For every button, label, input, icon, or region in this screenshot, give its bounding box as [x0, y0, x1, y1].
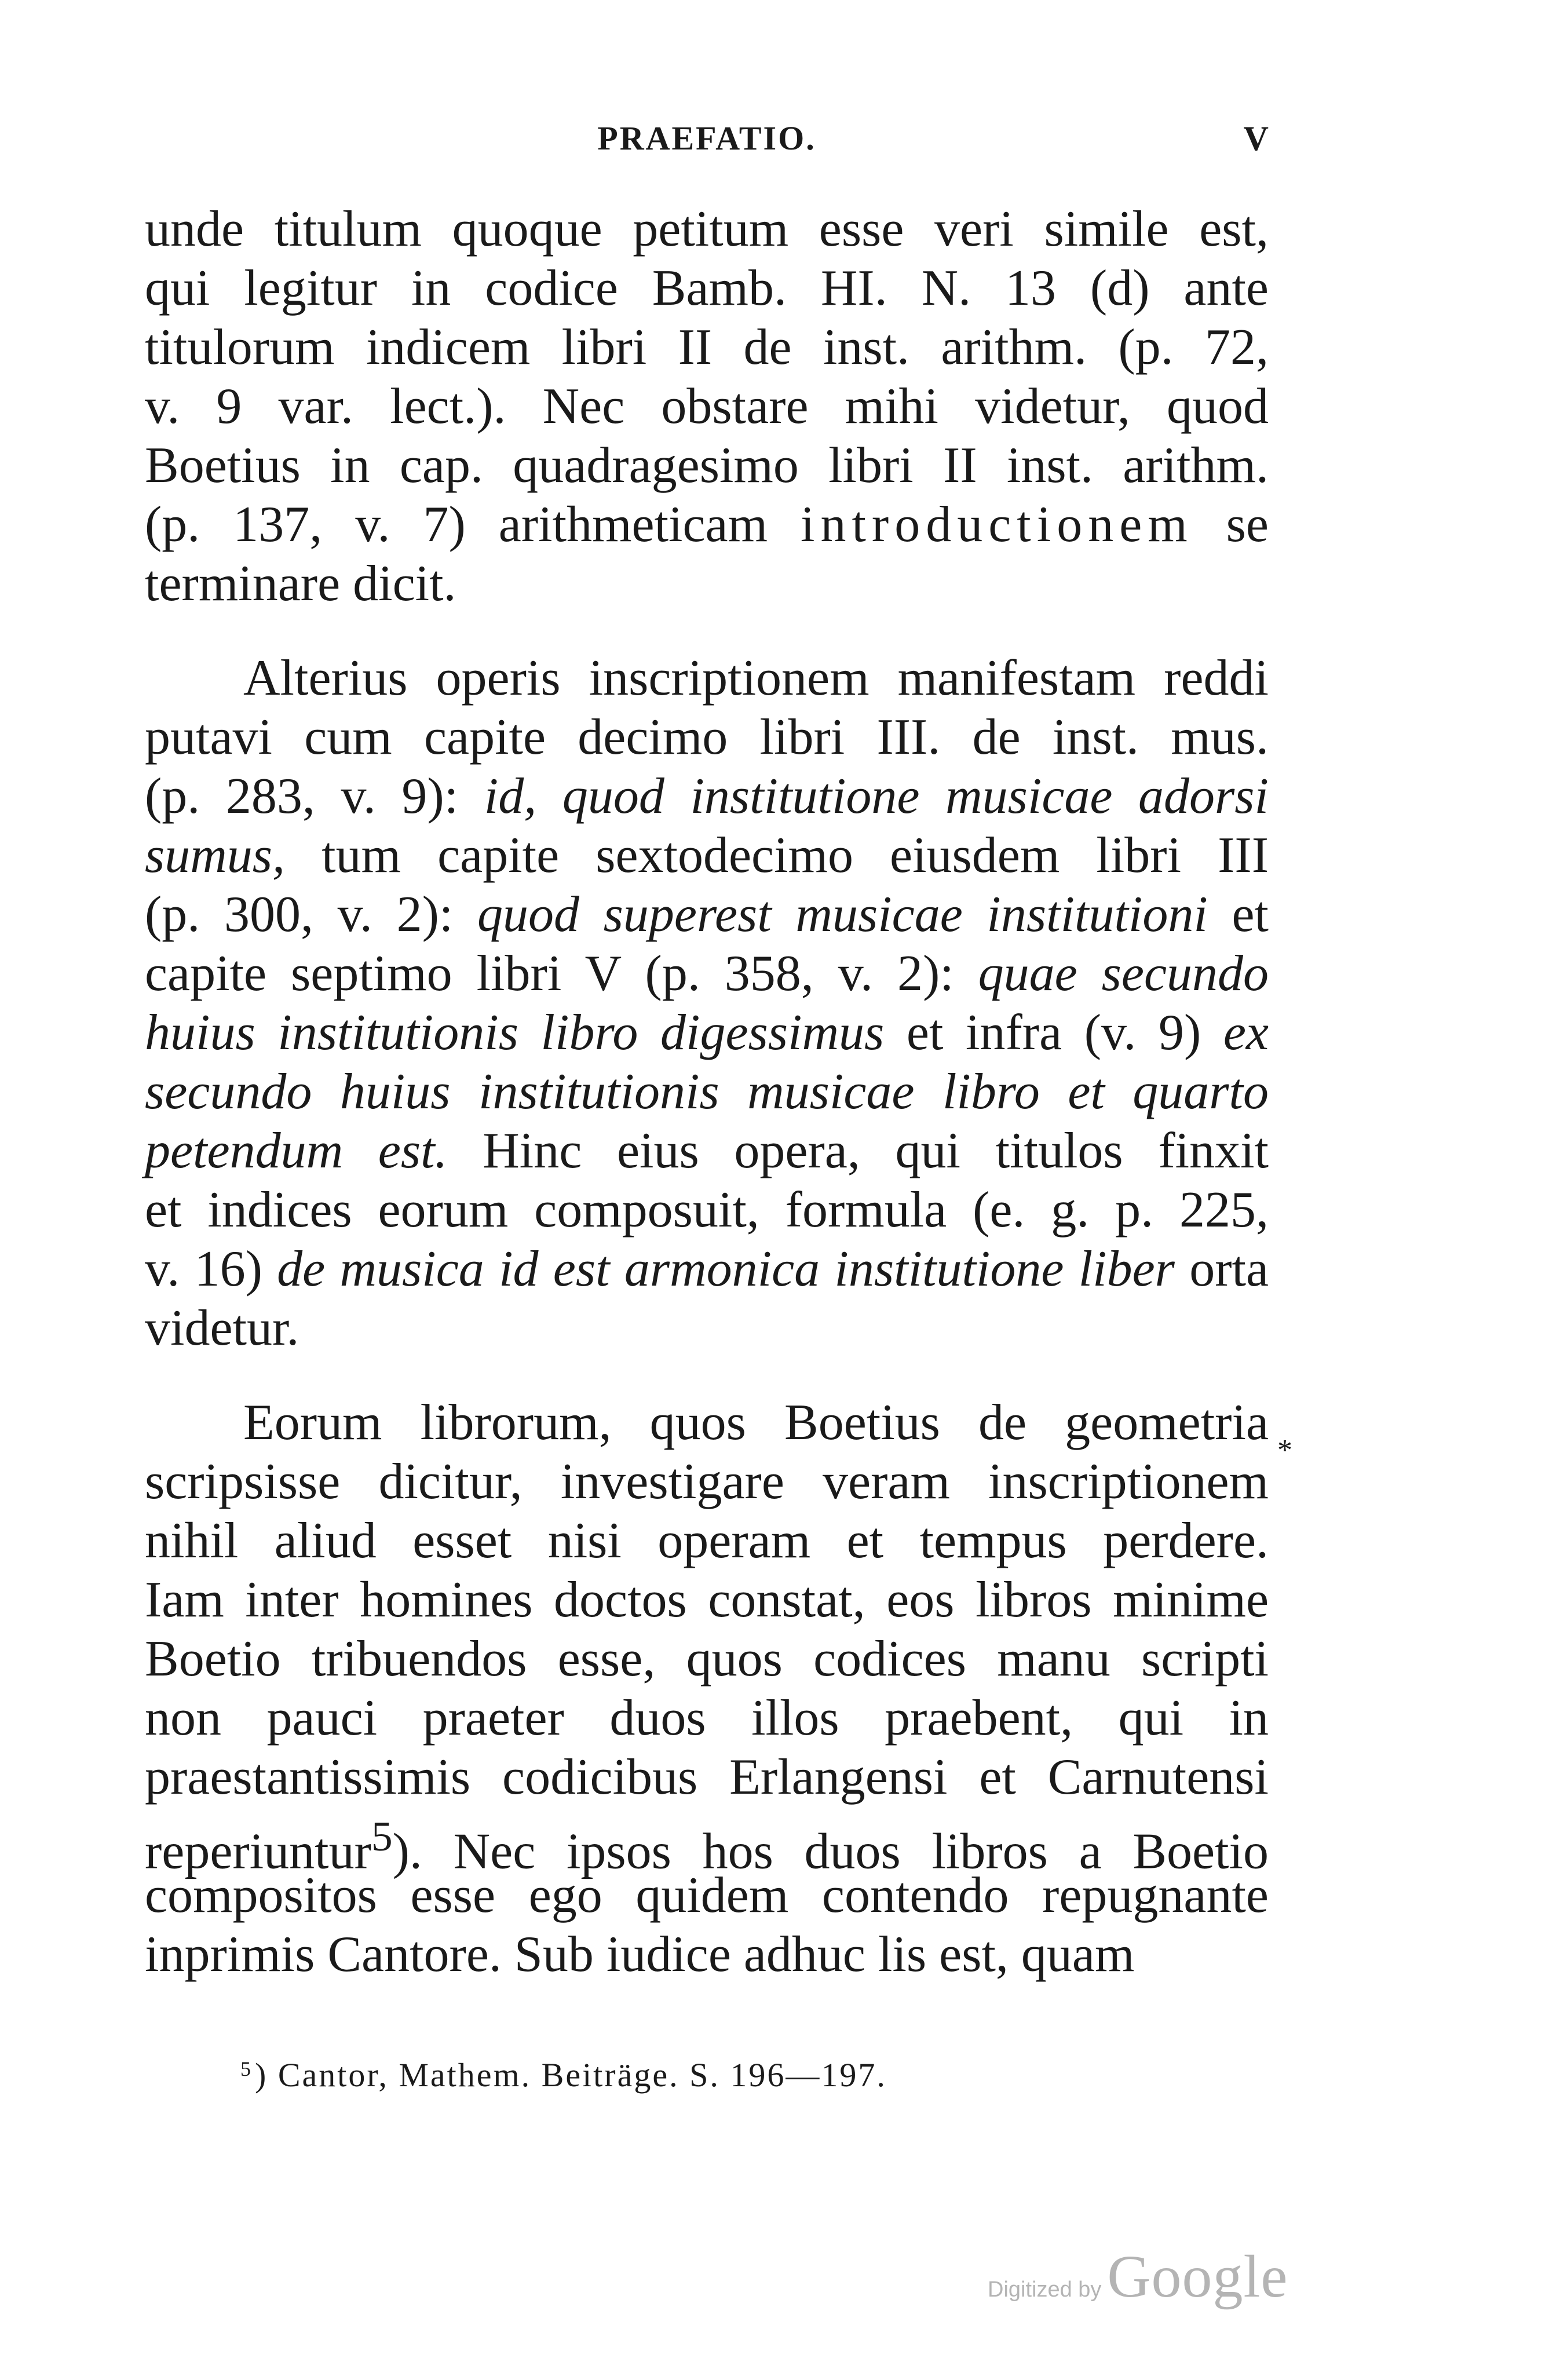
text-line [145, 1512, 1269, 1571]
text-span: non pauci praeter duos illos praebent, qui in [145, 1690, 1269, 1746]
text-span: compositos esse ego quidem contendo repugnante [145, 1867, 1269, 1923]
paragraph-gap [145, 614, 1269, 649]
text-line [145, 495, 1269, 554]
text-line [145, 1299, 1269, 1358]
text-line [145, 1571, 1269, 1630]
text-line [145, 1807, 1269, 1880]
text-line [145, 1181, 1269, 1240]
text-line [145, 826, 1269, 885]
text-span: putavi cum capite decimo libri III. de inst. mus. [145, 709, 1269, 765]
text-span: Hinc eius opera, qui titulos finxit [447, 1123, 1269, 1179]
text-span: orta [1174, 1241, 1269, 1297]
text-line [145, 649, 1269, 708]
running-title: PRAEFATIO. [597, 119, 816, 157]
italic-span: sumus, [145, 827, 286, 884]
text-span: (p. 283, v. 9): [145, 768, 484, 824]
text-span: et [1207, 886, 1269, 943]
paragraph-gap [145, 1358, 1269, 1393]
text-span: Eorum librorum, quos Boetius de geometria [243, 1395, 1269, 1451]
italic-span: huius institutionis libro digessimus [145, 1005, 885, 1061]
text-line [145, 1630, 1269, 1689]
running-head [145, 119, 1269, 159]
text-span: capite septimo libri V (p. 358, v. 2): [145, 946, 978, 1002]
text-line [145, 436, 1269, 495]
text-span: terminare dicit. [145, 556, 456, 612]
text-span: videtur. [145, 1300, 299, 1356]
text-line [145, 1393, 1269, 1452]
text-line [145, 554, 1269, 614]
text-line [145, 259, 1269, 318]
text-line [145, 1122, 1269, 1181]
text-span: (p. 300, v. 2): [145, 886, 478, 943]
page-number: V [1243, 119, 1269, 158]
text-span: Boetio tribuendos esse, quos codices manu scripti [145, 1631, 1269, 1687]
italic-span: de musica id est armonica institutione liber [277, 1241, 1175, 1297]
text-line [145, 377, 1269, 436]
text-span: v. 16) [145, 1241, 277, 1297]
italic-span: quod superest musicae institutioni [477, 886, 1208, 943]
text-line [145, 1003, 1269, 1063]
text-span: nihil aliud esset nisi operam et tempus perdere. [145, 1513, 1269, 1569]
spaced-span: introductionem [801, 497, 1193, 553]
text-line [145, 885, 1269, 944]
footnote [240, 2056, 887, 2094]
text-span: Iam inter homines doctos constat, eos libros minime [145, 1572, 1269, 1628]
footnote-reference: 5 [371, 1813, 393, 1860]
text-line [145, 200, 1269, 259]
text-line [145, 1452, 1269, 1512]
text-line [145, 767, 1269, 826]
text-line [145, 1689, 1269, 1748]
paragraph [145, 649, 1269, 1358]
text-line [145, 1866, 1269, 1925]
footnote-text: ) Cantor, Mathem. Beiträge. S. 196—197. [255, 2056, 887, 2094]
paragraph [145, 1393, 1269, 1984]
text-line [145, 708, 1269, 767]
watermark-logo: Google [1107, 2243, 1288, 2310]
text-span: inprimis Cantore. Sub iudice adhuc lis est, quam [145, 1926, 1135, 1983]
text-span: tum capite sextodecimo eiusdem libri III [285, 827, 1269, 884]
italic-span: petendum est. [145, 1123, 448, 1179]
text-line [145, 944, 1269, 1003]
text-span: scripsisse dicitur, investigare veram inscriptionem [145, 1454, 1269, 1510]
text-line [145, 1748, 1269, 1807]
text-span: titulorum indicem libri II de inst. arithm. (p. 72, [145, 319, 1269, 375]
paragraph [145, 200, 1269, 614]
text-span: et infra (v. 9) [884, 1005, 1223, 1061]
text-span: (p. 137, v. 7) arithmeticam [145, 497, 801, 553]
text-span: reperiuntur [145, 1823, 371, 1880]
watermark-prefix: Digitized by [988, 2277, 1102, 2302]
text-span: unde titulum quoque petitum esse veri simile est, [145, 201, 1269, 257]
text-span: ). Nec ipsos hos duos libros a Boetio [392, 1823, 1269, 1880]
digitized-watermark [988, 2242, 1288, 2311]
text-span: Boetius in cap. quadragesimo libri II inst. arithm. [145, 437, 1269, 494]
text-line [145, 1240, 1269, 1299]
text-line [145, 1925, 1269, 1984]
italic-span: secundo huius institutionis musicae libro et quarto [145, 1064, 1269, 1120]
marginal-mark: * [1277, 1434, 1292, 1467]
text-span: qui legitur in codice Bamb. HI. N. 13 (d) ante [145, 260, 1269, 316]
italic-span: id, quod institutione musicae adorsi [484, 768, 1269, 824]
italic-span: ex [1223, 1005, 1269, 1061]
text-span: praestantissimis codicibus Erlangensi et Carnutensi [145, 1749, 1269, 1805]
text-span: et indices eorum composuit, formula (e. g. p. 225, [145, 1182, 1269, 1238]
footnote-marker: 5 [240, 2057, 253, 2080]
body-text [145, 200, 1269, 1984]
text-span: Alterius operis inscriptionem manifestam reddi [243, 650, 1269, 706]
text-span: v. 9 var. lect.). Nec obstare mihi videtur, quod [145, 378, 1269, 435]
text-line [145, 1063, 1269, 1122]
text-span: se [1193, 497, 1269, 553]
italic-span: quae secundo [978, 946, 1269, 1002]
text-line [145, 318, 1269, 377]
